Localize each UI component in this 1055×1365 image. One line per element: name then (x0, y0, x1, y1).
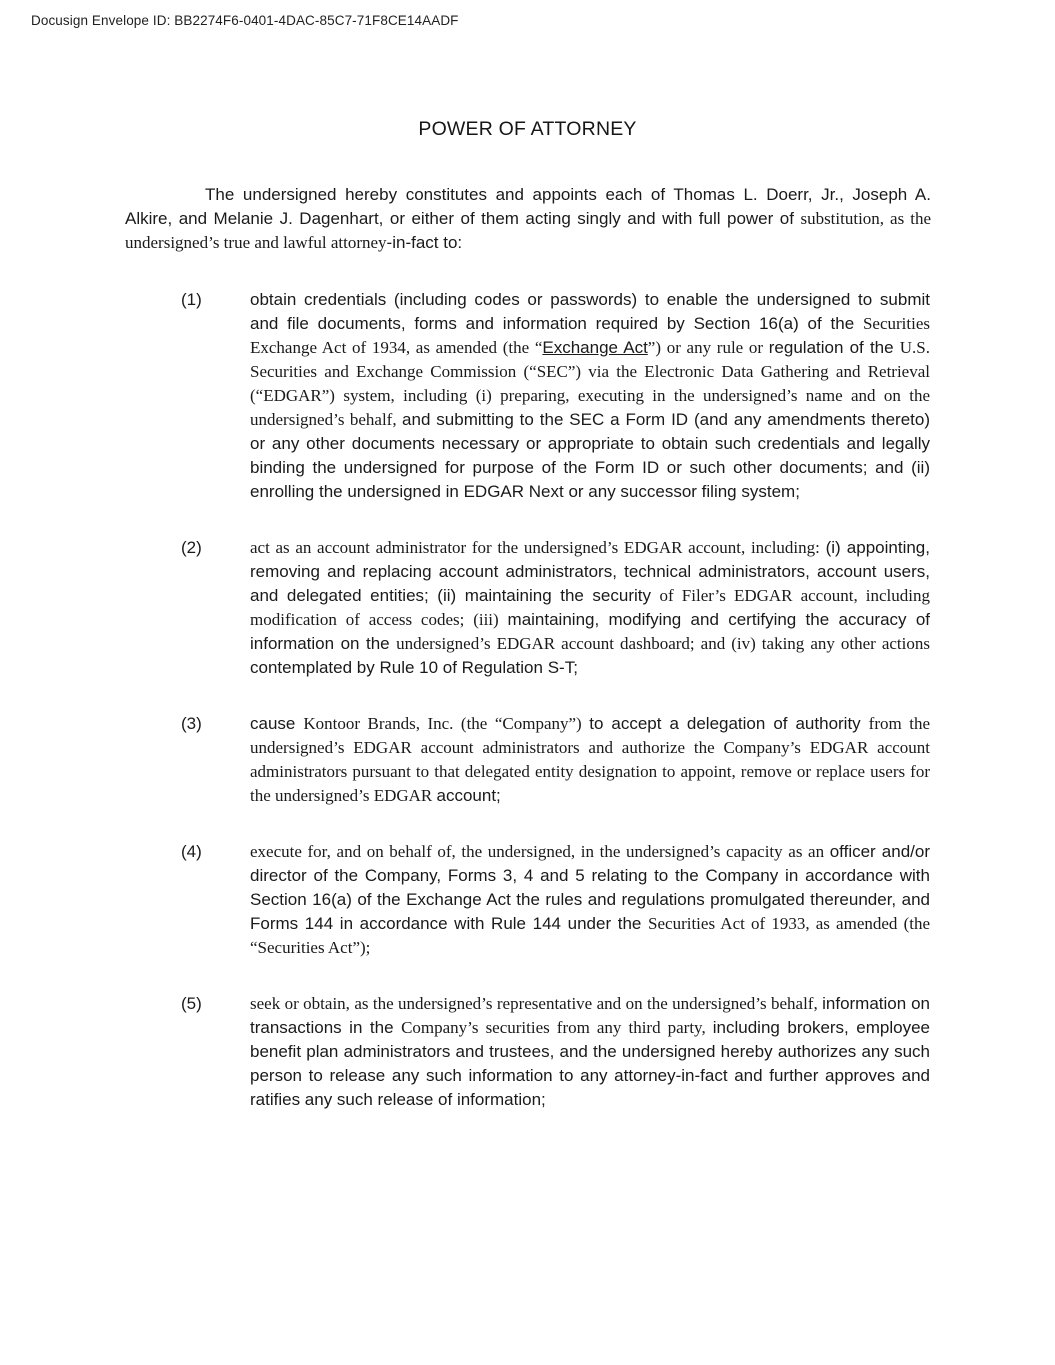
item-number: (5) (181, 994, 202, 1013)
text-segment: obtain credentials (including codes or passwords) to enable the undersigned to submit and file documents, forms and information required by Section 16(a) of the (250, 290, 930, 333)
text-segment: information on transactions in the (250, 994, 930, 1037)
text-segment: officer and/or director of the Company, Forms 3, 4 and 5 relating to the Company in accordance with Section 16(a) of the Exchange Act the rules and regulations promulgated thereunder, and Forms 144 in accordance with Rule 144 under the (250, 842, 930, 933)
text-segment: of Filer’s EDGAR account, including modification of access codes; (iii) (250, 586, 930, 629)
text-segment: -in-fact to: (386, 233, 463, 252)
text-segment: Exchange Act (542, 338, 648, 357)
text-segment: seek or obtain, as the undersigned’s representative and on the undersigned’s behalf, (250, 994, 823, 1013)
text-segment: (i) appointing, removing and replacing account administrators, technical administrators, account users, and delegated entities; (ii) maintaining the security (250, 538, 930, 605)
text-segment: execute for, and on behalf of, the undersigned, in the undersigned’s capacity as an (250, 842, 830, 861)
text-segment: substitution, as the undersigned’s true and lawful attorney (125, 209, 932, 252)
poa-item (181, 992, 1055, 1112)
item-number: (3) (181, 714, 202, 733)
poa-item (181, 840, 1055, 960)
text-segment: act as an account administrator for the undersigned’s EDGAR account, including: (250, 538, 826, 557)
text-segment: The undersigned hereby constitutes and appoints each of Thomas L. Doerr, Jr., Joseph A. Alkire, and Melanie J. Dagenhart, or either of them acting singly and with full power of (125, 185, 931, 228)
item-text (250, 712, 930, 808)
poa-document (0, 118, 1055, 1144)
text-segment: regulation of the (768, 338, 900, 357)
text-segment: maintaining, modifying and certifying the accuracy of information on the (250, 610, 931, 653)
item-number: (1) (181, 290, 202, 309)
item-text (250, 288, 930, 504)
item-number: (2) (181, 538, 202, 557)
page-title: POWER OF ATTORNEY (418, 118, 637, 140)
text-segment: cause (250, 714, 304, 733)
text-segment: ”) or any rule or (647, 338, 769, 357)
text-segment: Securities Act of 1933, as amended (the “Securities Act”); (250, 914, 930, 957)
intro-paragraph (125, 183, 931, 255)
poa-item (181, 536, 1055, 680)
text-segment: from the undersigned’s EDGAR account administrators and authorize the Company’s EDGAR account administrators pursuant to that delegated entity designation to appoint, remove or replace users for the undersigned’s EDGAR (250, 714, 930, 805)
text-segment: undersigned’s EDGAR account dashboard; and (iv) taking any other actions (396, 634, 930, 653)
poa-item (181, 712, 1055, 808)
item-text (250, 992, 930, 1112)
text-segment: contemplated by Rule 10 of Regulation S-T; (250, 658, 578, 677)
text-segment: Securities Exchange Act of 1934, as amended (the “ (250, 314, 930, 357)
docusign-envelope-id: Docusign Envelope ID: BB2274F6-0401-4DAC-85C7-71F8CE14AADF (31, 13, 459, 28)
text-segment: and submitting to the SEC a Form ID (and any amendments thereto) or any other documents necessary or appropriate to obtain such credentials and legally binding the undersigned for purpose of the Form ID or such other documents; and (ii) enrolling the undersigned in EDGAR Next or any successor filing system; (250, 410, 930, 501)
item-number: (4) (181, 842, 202, 861)
text-segment: Kontoor Brands, Inc. (the “Company”) (303, 714, 590, 733)
text-segment: U.S. Securities and Exchange Commission (“SEC”) via the Electronic Data Gathering and Retrieval (“EDGAR”) system, including (i) preparing, executing in the undersigned’s name and on the undersigned’s behalf, (250, 338, 930, 429)
poa-item (181, 288, 1055, 504)
text-segment: account; (436, 786, 501, 805)
text-segment: including brokers, employee benefit plan administrators and trustees, and the undersigned hereby authorizes any such person to release any such information to any attorney-in-fact and further approves and ratifies any such release of information; (250, 1018, 931, 1109)
item-text (250, 840, 930, 960)
text-segment: to accept a delegation of authority (589, 714, 869, 733)
text-segment: Company’s securities from any third party, (401, 1018, 713, 1037)
item-text (250, 536, 930, 680)
poa-items (0, 288, 1055, 1112)
